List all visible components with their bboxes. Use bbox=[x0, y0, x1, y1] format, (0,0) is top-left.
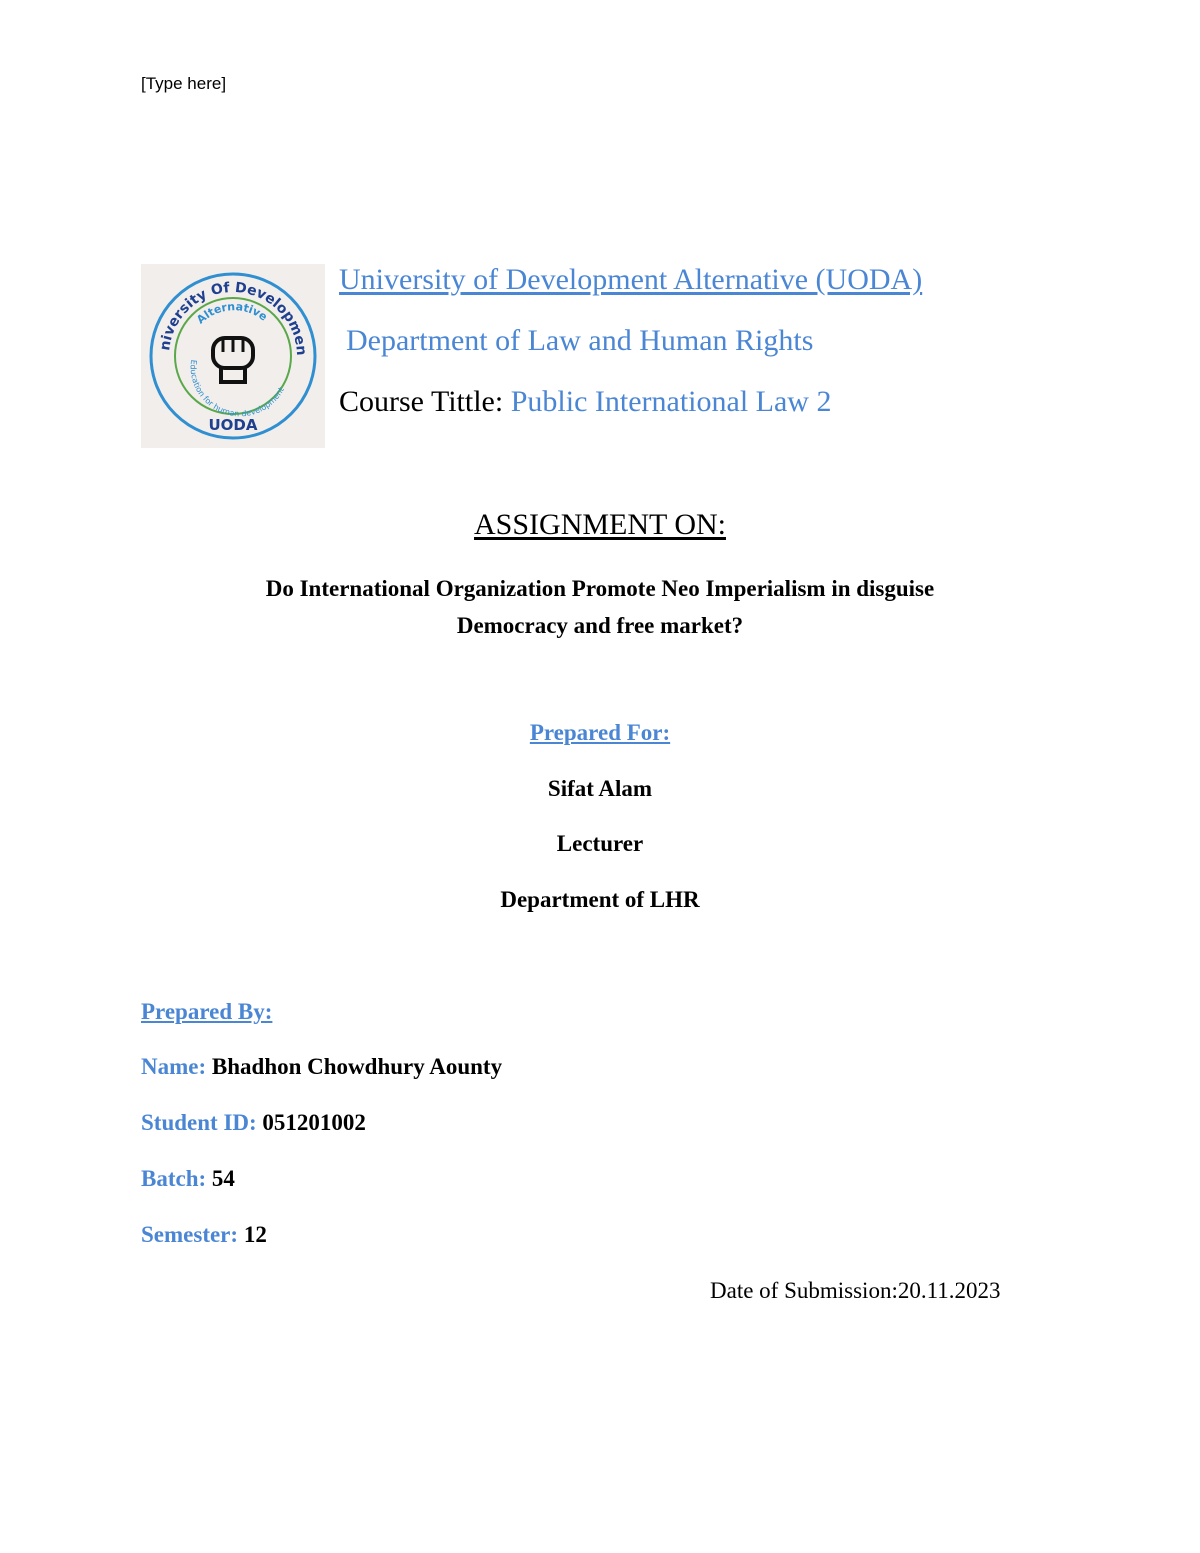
submission-date: Date of Submission:20.11.2023 bbox=[710, 1278, 1001, 1303]
student-id-field bbox=[141, 1110, 366, 1136]
field-value: 54 bbox=[211, 1166, 235, 1191]
prepared-by-heading: Prepared By: bbox=[141, 999, 273, 1024]
logo-ring-text: niversity Of Developmen bbox=[157, 279, 310, 357]
field-label: Semester: bbox=[141, 1222, 239, 1247]
logo-acronym: UODA bbox=[208, 416, 258, 434]
field-value: 051201002 bbox=[262, 1110, 366, 1135]
assignment-heading: ASSIGNMENT ON: bbox=[474, 508, 726, 541]
department-name: Department of Law and Human Rights bbox=[346, 324, 814, 357]
assignment-topic-line-2: Democracy and free market? bbox=[456, 613, 744, 638]
field-label: Name: bbox=[141, 1054, 207, 1079]
recipient-name: Sifat Alam bbox=[547, 776, 653, 801]
header-placeholder: [Type here] bbox=[141, 74, 227, 93]
batch-field bbox=[141, 1166, 235, 1192]
university-logo bbox=[141, 264, 325, 448]
prepared-for-heading: Prepared For: bbox=[529, 720, 671, 745]
assignment-topic bbox=[0, 570, 1200, 644]
student-name-field bbox=[141, 1054, 502, 1080]
recipient-title: Lecturer bbox=[556, 831, 644, 856]
course-title-value: Public International Law 2 bbox=[510, 385, 832, 418]
field-value: Bhadhon Chowdhury Aounty bbox=[211, 1054, 503, 1079]
course-title bbox=[339, 385, 831, 419]
assignment-topic-line-1: Do International Organization Promote Neo Imperialism in disguise bbox=[265, 576, 935, 601]
university-name: University of Development Alternative (UODA) bbox=[339, 263, 923, 296]
logo-side-text: Education for human development bbox=[188, 359, 286, 419]
field-label: Batch: bbox=[141, 1166, 207, 1191]
uoda-seal-icon bbox=[141, 264, 325, 448]
field-label: Student ID: bbox=[141, 1110, 257, 1135]
logo-inner-text: Alternative bbox=[194, 300, 270, 327]
semester-field bbox=[141, 1222, 267, 1248]
raised-fist-icon bbox=[213, 338, 253, 382]
recipient-department: Department of LHR bbox=[500, 887, 700, 912]
field-value: 12 bbox=[243, 1222, 267, 1247]
course-title-label: Course Tittle: bbox=[339, 385, 504, 418]
